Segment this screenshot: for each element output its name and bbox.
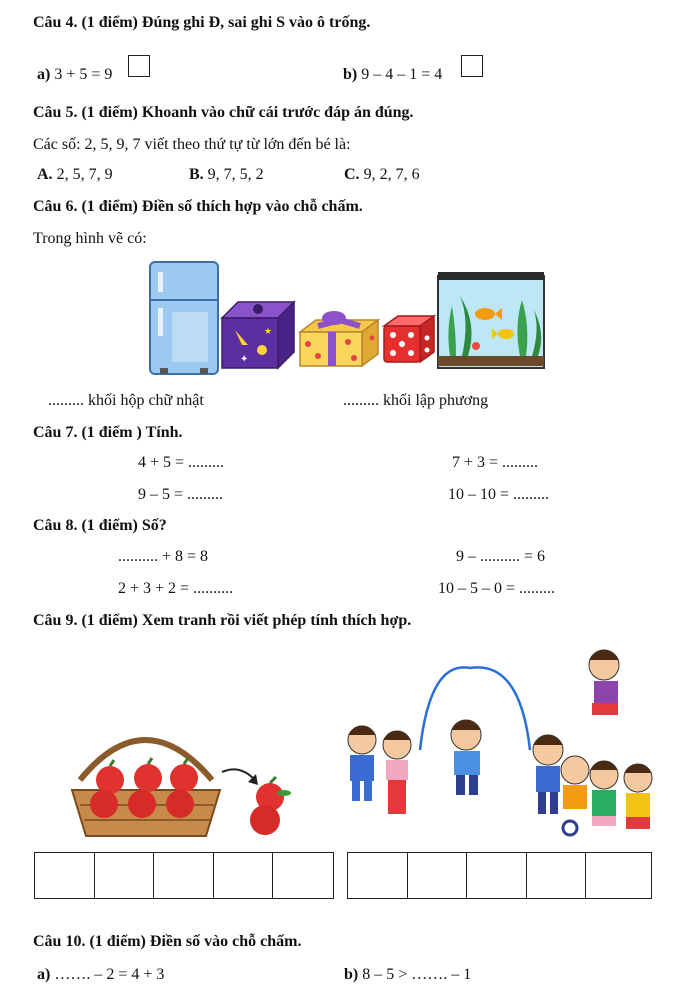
answer-cell[interactable] (348, 853, 408, 898)
q4-a-label: a) (37, 66, 51, 83)
q9-answer-grid-right (347, 852, 652, 899)
question-8-title: Câu 8. (1 điểm) Số? (33, 517, 167, 534)
q10-item-a[interactable] (37, 966, 164, 984)
answer-cell[interactable] (35, 853, 95, 898)
answer-cell[interactable] (154, 853, 214, 898)
answer-cell[interactable] (214, 853, 274, 898)
q6-blank-cubes[interactable]: ......... khối lập phương (343, 392, 489, 409)
two-apples-image (250, 777, 291, 835)
q10-b-label: b) (344, 966, 359, 983)
answer-cell[interactable] (527, 853, 587, 898)
q5-prompt: Các số: 2, 5, 9, 7 viết theo thứ tự từ lớn đến bé là: (33, 136, 351, 153)
answer-cell[interactable] (408, 853, 468, 898)
q7-item-1[interactable]: 4 + 5 = ......... (138, 454, 225, 471)
question-4-title: Câu 4. (1 điểm) Đúng ghi Đ, sai ghi S vào ô trống. (33, 14, 371, 31)
q5-option-a-letter: A. (37, 166, 53, 183)
svg-text:★: ★ (264, 327, 273, 337)
q4-a-expression: 3 + 5 = 9 (54, 66, 113, 83)
q10-b-expression: 8 – 5 > ……. – 1 (362, 966, 472, 983)
answer-cell[interactable] (95, 853, 155, 898)
q6-prompt: Trong hình vẽ có: (33, 230, 147, 247)
svg-text:✦: ✦ (240, 354, 249, 365)
q10-a-expression: ……. – 2 = 4 + 3 (54, 966, 165, 983)
q7-item-2[interactable]: 7 + 3 = ......... (452, 454, 539, 471)
q8-item-3[interactable]: 2 + 3 + 2 = .......... (118, 580, 234, 597)
children-jump-rope-image (348, 650, 652, 835)
q7-item-3[interactable]: 9 – 5 = ......... (138, 486, 224, 503)
answer-cell[interactable] (273, 853, 333, 898)
question-6-title: Câu 6. (1 điểm) Điền số thích hợp vào chỗ chấm. (33, 198, 363, 215)
question-10-title: Câu 10. (1 điểm) Điền số vào chỗ chấm. (33, 933, 302, 950)
apple-basket-image (72, 740, 220, 836)
q9-answer-grid-left (34, 852, 334, 899)
question-7-title: Câu 7. (1 điểm ) Tính. (33, 424, 183, 441)
answer-cell[interactable] (586, 853, 646, 898)
q8-item-1[interactable]: .......... + 8 = 8 (118, 548, 209, 565)
q8-item-2[interactable]: 9 – .......... = 6 (456, 548, 546, 565)
q5-option-b-text: 9, 7, 5, 2 (207, 166, 264, 183)
q10-item-b[interactable] (344, 966, 471, 984)
q5-option-a-text: 2, 5, 7, 9 (56, 166, 113, 183)
q4-b-expression: 9 – 4 – 1 = 4 (361, 66, 443, 83)
q7-item-4[interactable]: 10 – 10 = ......... (448, 486, 550, 503)
question-5-title: Câu 5. (1 điểm) Khoanh vào chữ cái trước đáp án đúng. (33, 104, 414, 121)
q5-option-b-letter: B. (189, 166, 204, 183)
q5-option-c-text: 9, 2, 7, 6 (363, 166, 420, 183)
arrow-icon (222, 769, 258, 785)
q5-option-c-letter: C. (344, 166, 360, 183)
answer-cell[interactable] (467, 853, 527, 898)
q4-b-label: b) (343, 66, 358, 83)
q6-blank-rectangular-boxes[interactable]: ......... khối hộp chữ nhật (48, 392, 204, 409)
q10-a-label: a) (37, 966, 51, 983)
question-9-title: Câu 9. (1 điểm) Xem tranh rồi viết phép tính thích hợp. (33, 612, 412, 629)
q8-item-4[interactable]: 10 – 5 – 0 = ......... (438, 580, 556, 597)
